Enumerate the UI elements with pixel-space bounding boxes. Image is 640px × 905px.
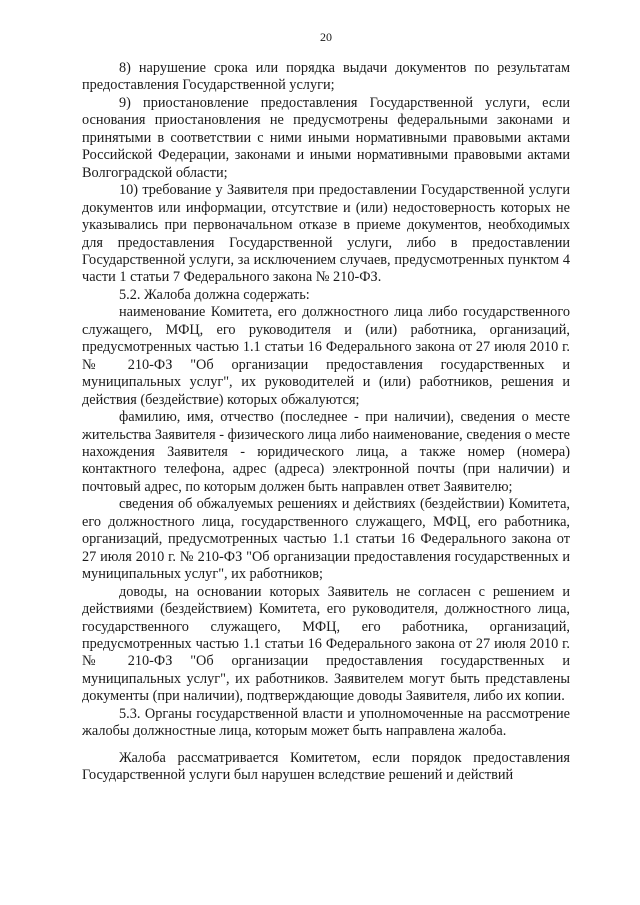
page-number: 20 xyxy=(320,30,332,44)
paragraph-complaint-review: Жалоба рассматривается Комитетом, если порядок предоставления Государственной услуги был нарушен вследствие решений и действий xyxy=(82,749,570,784)
paragraph-item-10: 10) требование у Заявителя при предоставлении Государственной услуги документов или информации, отсутствие и (или) недостоверность которых не указывались при первоначальном отказе в приеме документов, необходимых для предоставления Государственной услуги, либо в предоставлении Государственной услуги, за исключением случаев, предусмотренных пунктом 4 части 1 статьи 7 Федерального закона № 210-ФЗ. xyxy=(82,182,570,286)
document-body xyxy=(82,60,570,785)
paragraph-appealed-decisions: сведения об обжалуемых решениях и действиях (бездействии) Комитета, его должностного лица, государственного служащего, МФЦ, его работника, организаций, предусмотренных частью 1.1 статьи 16 Федерального закона от 27 июля 2010 г. № 210-ФЗ "Об организации предоставления государственных и муниципальных услуг", их работников; xyxy=(82,496,570,583)
paragraph-item-9: 9) приостановление предоставления Государственной услуги, если основания приостановления не предусмотрены федеральными законами и принятыми в соответствии с ними иными нормативными правовыми актами Российской Федерации, законами и иными нормативными правовыми актами Волгоградской области; xyxy=(82,94,570,181)
section-5-3-heading: 5.3. Органы государственной власти и уполномоченные на рассмотрение жалобы должностные лица, которым может быть направлена жалоба. xyxy=(82,705,570,740)
paragraph-arguments: доводы, на основании которых Заявитель не согласен с решением и действиями (бездействием) Комитета, его руководителя, должностного лица, государственного служащего, МФЦ, его работника, организаций, предусмотренных частью 1.1 статьи 16 Федерального закона от 27 июля 2010 г. № 210-ФЗ "Об организации предоставления государственных и муниципальных услуг", их работников. Заявителем могут быть представлены документы (при наличии), подтверждающие доводы Заявителя, либо их копии. xyxy=(82,583,570,705)
section-5-2-heading: 5.2. Жалоба должна содержать: xyxy=(119,286,310,303)
paragraph-item-8: 8) нарушение срока или порядка выдачи документов по результатам предоставления Государственной услуги; xyxy=(82,60,570,94)
paragraph-applicant-details: фамилию, имя, отчество (последнее - при наличии), сведения о месте жительства Заявителя - физического лица либо наименование, сведения о месте нахождения Заявителя - юридического лица, а также номер (номера) контактного телефона, адрес (адреса) электронной почты (при наличии) и почтовый адрес, по которым должен быть направлен ответ Заявителю; xyxy=(82,409,570,495)
paragraph-name-of-committee: наименование Комитета, его должностного лица либо государственного служащего, МФЦ, его руководителя и (или) работника, организаций, предусмотренных частью 1.1 статьи 16 Федерального закона от 27 июля 2010 г. № 210-ФЗ "Об организации предоставления государственных и муниципальных услуг", их руководителей и (или) работников, решения и действия (бездействие) которых обжалуются; xyxy=(82,304,570,408)
